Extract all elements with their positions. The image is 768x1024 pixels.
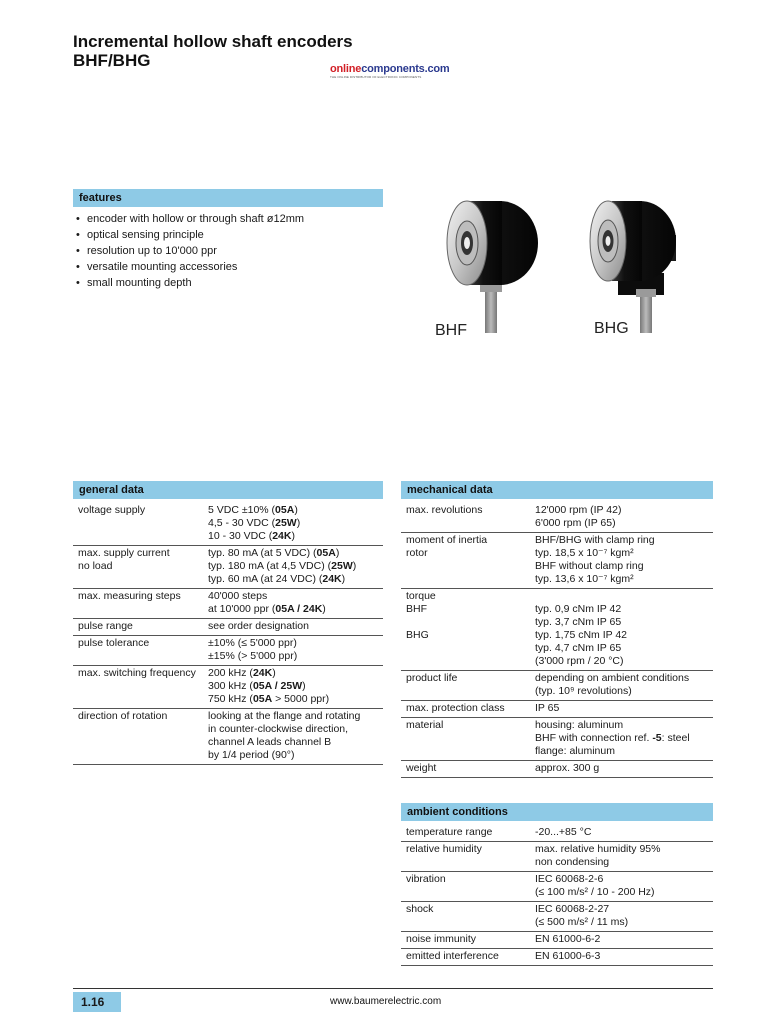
spec-value: [206, 589, 383, 619]
ambient-conditions-heading: ambient conditions: [401, 803, 713, 821]
spec-label-line: BHF: [406, 603, 427, 615]
spec-value-line: 12'000 rpm (IP 42): [535, 504, 622, 516]
spec-label-line: max. switching frequency: [78, 667, 196, 679]
spec-value: [533, 503, 713, 533]
spec-label: [73, 709, 206, 765]
spec-label: [401, 589, 533, 671]
general-data-row: [73, 619, 383, 636]
spec-value-line: 5 VDC ±10% (05A): [208, 504, 298, 516]
spec-value-line: 750 kHz (05A > 5000 ppr): [208, 693, 330, 705]
spec-value: [206, 709, 383, 765]
spec-label: [401, 671, 533, 701]
spec-value-line: EN 61000-6-3: [535, 950, 601, 962]
spec-label: [401, 842, 533, 872]
spec-value-line: channel A leads channel B: [208, 736, 332, 748]
spec-label-line: BHG: [406, 629, 429, 641]
feature-item: • encoder with hollow or through shaft ø12mm: [73, 211, 383, 227]
spec-label-line: max. protection class: [406, 702, 505, 714]
spec-value-line: [535, 590, 710, 603]
features-section: [73, 189, 383, 291]
general-data-row: [73, 709, 383, 765]
spec-value-line: looking at the flange and rotating: [208, 710, 361, 722]
spec-value-line: (≤ 100 m/s² / 10 - 200 Hz): [535, 886, 655, 898]
spec-value: [206, 636, 383, 666]
ambient-conditions-row: [401, 932, 713, 949]
spec-value: [206, 619, 383, 636]
spec-label-line: product life: [406, 672, 458, 684]
mechanical-data-row: [401, 503, 713, 533]
spec-label-line: pulse range: [78, 620, 133, 632]
spec-value-line: 200 kHz (24K): [208, 667, 276, 679]
spec-label: [401, 761, 533, 778]
spec-value: [206, 666, 383, 709]
feature-item: • versatile mounting accessories: [73, 259, 383, 275]
spec-value-line: typ. 18,5 x 10⁻⁷ kgm²: [535, 547, 634, 559]
ambient-conditions-row: [401, 872, 713, 902]
encoder-photos-image: [430, 195, 700, 345]
spec-value-line: IP 65: [535, 702, 560, 714]
spec-label: [401, 825, 533, 842]
spec-value-line: typ. 80 mA (at 5 VDC) (05A): [208, 547, 340, 559]
spec-value-line: max. relative humidity 95%: [535, 843, 661, 855]
spec-value-line: approx. 300 g: [535, 762, 600, 774]
spec-label: [401, 533, 533, 589]
spec-label-line: no load: [78, 560, 113, 572]
spec-value: [533, 825, 713, 842]
spec-label-line: pulse tolerance: [78, 637, 150, 649]
spec-value-line: IEC 60068-2-27: [535, 903, 610, 915]
spec-value-line: 40'000 steps: [208, 590, 268, 602]
ambient-conditions-row: [401, 902, 713, 932]
spec-label-line: max. measuring steps: [78, 590, 181, 602]
spec-value-line: typ. 1,75 cNm IP 42: [535, 629, 628, 641]
logo-part-2: components.com: [361, 63, 450, 75]
spec-value-line: typ. 4,7 cNm IP 65: [535, 642, 622, 654]
spec-value-line: EN 61000-6-2: [535, 933, 601, 945]
spec-label-line: relative humidity: [406, 843, 482, 855]
spec-label: [401, 902, 533, 932]
spec-label-line: vibration: [406, 873, 446, 885]
spec-value: [533, 932, 713, 949]
spec-value-line: depending on ambient conditions: [535, 672, 690, 684]
spec-value-line: 4,5 - 30 VDC (25W): [208, 517, 301, 529]
ambient-conditions-section: [401, 803, 713, 966]
spec-value: [206, 546, 383, 589]
spec-value: [533, 842, 713, 872]
spec-label: [73, 589, 206, 619]
general-data-row: [73, 636, 383, 666]
general-data-section: [73, 481, 383, 765]
spec-value: [533, 872, 713, 902]
spec-value-line: typ. 3,7 cNm IP 65: [535, 616, 622, 628]
bhg-encoder-drawing: [590, 201, 676, 333]
spec-value: [533, 589, 713, 671]
spec-label-line: weight: [406, 762, 437, 774]
spec-label-line: moment of inertia: [406, 534, 488, 546]
spec-label: [401, 932, 533, 949]
spec-value: [206, 503, 383, 546]
onlinecomponents-logo[interactable]: [330, 63, 450, 79]
feature-item: • optical sensing principle: [73, 227, 383, 243]
spec-label: [73, 546, 206, 589]
spec-label-line: noise immunity: [406, 933, 477, 945]
logo-tagline: THE ONLINE DISTRIBUTOR OF ELECTRONIC COMPONENTS: [330, 75, 422, 79]
spec-value-line: (3'000 rpm / 20 °C): [535, 655, 624, 667]
spec-label-line: rotor: [406, 547, 428, 559]
feature-item: • small mounting depth: [73, 275, 383, 291]
spec-value-line: housing: aluminum: [535, 719, 624, 731]
spec-label-line: max. supply current: [78, 547, 170, 559]
spec-label: [401, 503, 533, 533]
spec-value-line: ±15% (> 5'000 ppr): [208, 650, 298, 662]
general-data-row: [73, 589, 383, 619]
spec-value-line: in counter-clockwise direction,: [208, 723, 349, 735]
spec-label-line: [406, 642, 530, 655]
spec-label: [73, 619, 206, 636]
website-url[interactable]: www.baumerelectric.com: [330, 996, 442, 1007]
spec-label-line: torque: [406, 590, 436, 602]
spec-label: [73, 666, 206, 709]
spec-value: [533, 533, 713, 589]
spec-value-line: 6'000 rpm (IP 65): [535, 517, 616, 529]
spec-value: [533, 671, 713, 701]
bhg-label: BHG: [594, 320, 629, 337]
spec-value: [533, 902, 713, 932]
mechanical-data-row: [401, 589, 713, 671]
features-heading: features: [73, 189, 383, 207]
title-line-1: Incremental hollow shaft encoders: [73, 32, 353, 51]
spec-value-line: see order designation: [208, 620, 309, 632]
page-number: 1.16: [73, 992, 121, 1012]
mechanical-data-row: [401, 533, 713, 589]
mechanical-data-row: [401, 671, 713, 701]
spec-label: [401, 872, 533, 902]
title-line-2: BHF/BHG: [73, 51, 151, 70]
bhf-label: BHF: [435, 322, 467, 339]
spec-value-line: non condensing: [535, 856, 610, 868]
mechanical-data-row: [401, 718, 713, 761]
spec-label: [401, 701, 533, 718]
spec-label: [73, 503, 206, 546]
spec-value-line: 10 - 30 VDC (24K): [208, 530, 295, 542]
ambient-conditions-row: [401, 842, 713, 872]
spec-value-line: BHF with connection ref. -5: steel: [535, 732, 690, 744]
mechanical-data-heading: mechanical data: [401, 481, 713, 499]
spec-label-line: emitted interference: [406, 950, 499, 962]
spec-label-line: [406, 616, 530, 629]
general-data-heading: general data: [73, 481, 383, 499]
spec-value-line: typ. 0,9 cNm IP 42: [535, 603, 622, 615]
spec-label-line: max. revolutions: [406, 504, 483, 516]
spec-value-line: typ. 180 mA (at 4,5 VDC) (25W): [208, 560, 357, 572]
mechanical-data-row: [401, 761, 713, 778]
spec-label-line: direction of rotation: [78, 710, 168, 722]
logo-part-1: online: [330, 63, 362, 75]
spec-value-line: BHF without clamp ring: [535, 560, 644, 572]
ambient-conditions-row: [401, 949, 713, 966]
spec-value-line: typ. 13,6 x 10⁻⁷ kgm²: [535, 573, 634, 585]
spec-value-line: typ. 60 mA (at 24 VDC) (24K): [208, 573, 346, 585]
spec-value-line: -20...+85 °C: [535, 826, 592, 838]
spec-label-line: material: [406, 719, 444, 731]
spec-value-line: BHF/BHG with clamp ring: [535, 534, 655, 546]
spec-label: [73, 636, 206, 666]
spec-value-line: at 10'000 ppr (05A / 24K): [208, 603, 326, 615]
general-data-table: [73, 503, 383, 765]
spec-value-line: IEC 60068-2-6: [535, 873, 604, 885]
ambient-conditions-table: [401, 825, 713, 966]
product-photos: [430, 195, 700, 345]
general-data-row: [73, 546, 383, 589]
mechanical-data-table: [401, 503, 713, 778]
footer-divider: [73, 988, 713, 989]
spec-value: [533, 949, 713, 966]
spec-label-line: temperature range: [406, 826, 493, 838]
document-title: [73, 32, 353, 70]
general-data-row: [73, 503, 383, 546]
spec-value-line: (≤ 500 m/s² / 11 ms): [535, 916, 629, 928]
mechanical-data-row: [401, 701, 713, 718]
feature-item: • resolution up to 10'000 ppr: [73, 243, 383, 259]
spec-value: [533, 701, 713, 718]
spec-label: [401, 949, 533, 966]
spec-value-line: (typ. 10⁹ revolutions): [535, 685, 632, 697]
spec-value-line: ±10% (≤ 5'000 ppr): [208, 637, 297, 649]
spec-value-line: flange: aluminum: [535, 745, 615, 757]
general-data-row: [73, 666, 383, 709]
ambient-conditions-row: [401, 825, 713, 842]
features-list: [73, 211, 383, 291]
spec-value-line: by 1/4 period (90°): [208, 749, 295, 761]
mechanical-data-section: [401, 481, 713, 778]
spec-value: [533, 761, 713, 778]
bhf-encoder-drawing: [447, 201, 538, 333]
spec-label: [401, 718, 533, 761]
spec-label-line: voltage supply: [78, 504, 146, 516]
spec-value-line: 300 kHz (05A / 25W): [208, 680, 306, 692]
spec-value: [533, 718, 713, 761]
spec-label-line: shock: [406, 903, 434, 915]
